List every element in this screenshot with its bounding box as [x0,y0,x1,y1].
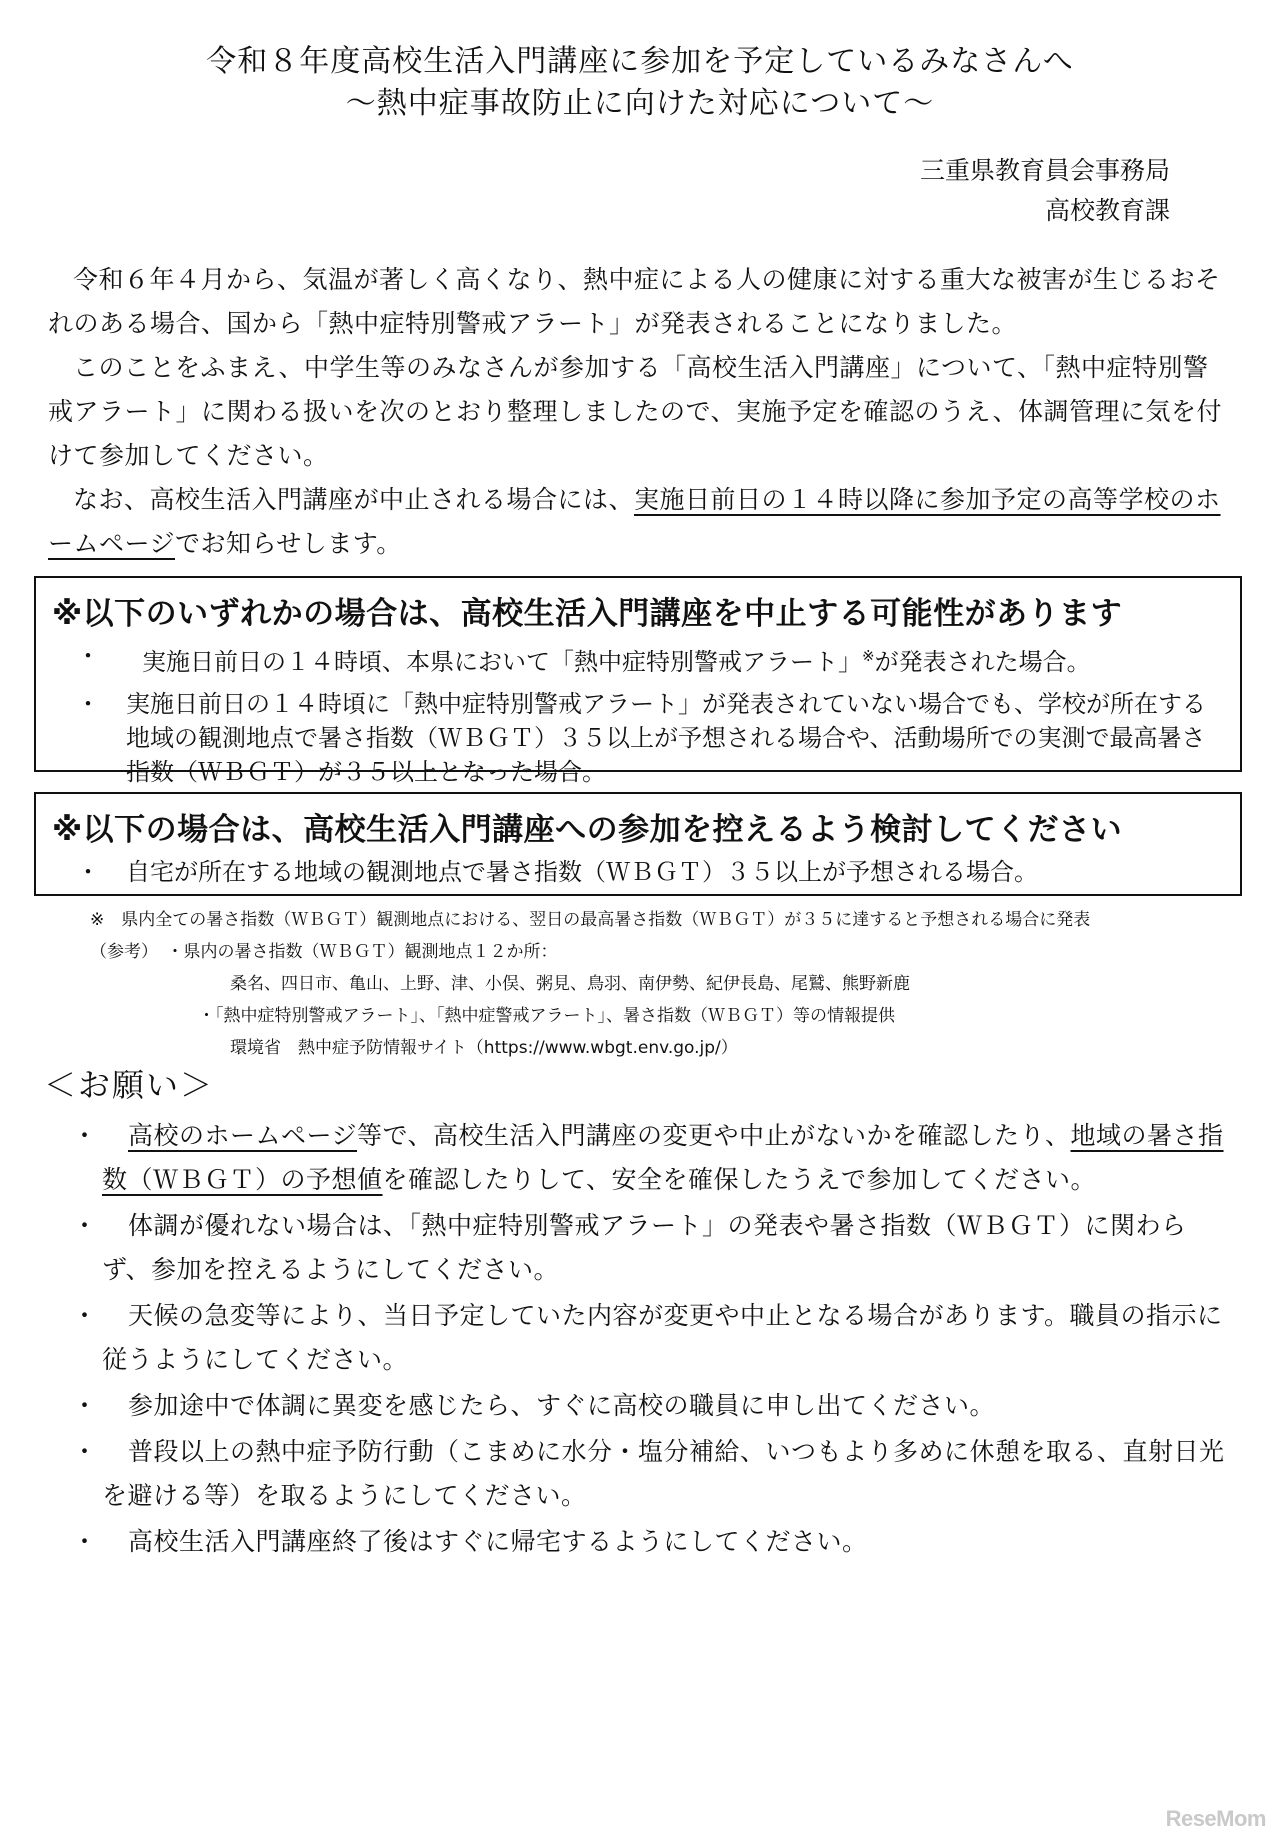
request-item [72,1384,1232,1428]
bullet-mark: ・ [72,1437,98,1466]
information-site: 環境省 熱中症予防情報サイト（https://www.wbgt.env.go.jp/） [230,1038,738,1058]
school-homepage-underlined: 高校のホームページ [128,1121,358,1150]
intro-paragraph-3-end: でお知らせします。 [175,529,402,558]
footnote-mark: ※ [862,647,875,665]
bullet-mark: ・ [72,1211,98,1240]
cancellation-conditions-box [34,576,1242,786]
request-item [72,1430,1232,1518]
issuer-division: 高校教育課 [1044,196,1170,225]
requests-list [72,1114,1232,1566]
request-text: 天候の急変等により、当日予定していた内容が変更や中止となる場合があります。職員の指示に従うようにしてください。 [102,1301,1223,1374]
cancellation-item [76,687,1220,789]
bullet-mark: ・ [72,1121,98,1150]
document-title: 令和８年度高校生活入門講座に参加を予定しているみなさんへ [206,44,1074,79]
cancellation-item-text: 実施日前日の１４時頃、本県において「熱中症特別警戒アラート」 [142,648,862,676]
intro-paragraph-1: 令和６年４月から、気温が著しく高くなり、熱中症による人の健康に対する重大な被害が生じるおそれのある場合、国から「熱中症特別警戒アラート」が発表されることになりました。 [48,265,1221,338]
observation-points: 桑名、四日市、亀山、上野、津、小俣、粥見、鳥羽、南伊勢、紀伊長島、尾鷲、熊野新鹿 [230,974,910,994]
bullet-mark: ・ [72,1391,98,1420]
homepage-notice-underlined: 実施日前日の１４時以降に参加予定の高等学校のホームページ [48,485,1221,558]
request-text-end: を確認したりして、安全を確保したうえで参加してください。 [382,1165,1097,1194]
bullet-mark: ・ [72,1527,98,1556]
request-item [72,1114,1232,1202]
requests-title: ＜お願い＞ [44,1066,215,1104]
footnotes [90,904,1210,1064]
request-text: 参加途中で体調に異変を感じたら、すぐに高校の職員に申し出てください。 [128,1391,996,1420]
refrain-heading: ※以下の場合は、高校生活入門講座への参加を控えるよう検討してください [52,812,1123,848]
footnote-alert-definition: ※ 県内全ての暑さ指数（ＷＢＧＴ）観測地点における、翌日の最高暑さ指数（ＷＢＧＴ）が３５に達すると予想される場合に発表 [90,910,1091,930]
intro-paragraph-3-text: なお、高校生活入門講座が中止される場合には、 [73,485,635,514]
resemom-logo: ReseMom [1165,1806,1266,1831]
reference-header: （参考） ・県内の暑さ指数（ＷＢＧＴ）観測地点１２か所： [90,942,558,962]
cancellation-item-text-end: が発表された場合。 [874,648,1091,676]
cancellation-item-text: 実施日前日の１４時頃に「熱中症特別警戒アラート」が発表されていない場合でも、学校が所在する地域の観測地点で暑さ指数（ＷＢＧＴ）３５以上が予想される場合や、活動場所での実測で最高暑さ指数（ＷＢＧＴ）が３５以上となった場合。 [126,690,1206,786]
request-item [72,1204,1232,1292]
request-text: 普段以上の熱中症予防行動（こまめに水分・塩分補給、いつもより多めに休憩を取る、直射日光を避ける等）を取るようにしてください。 [102,1437,1225,1510]
wbgt-forecast-underlined: 地域の暑さ指数（ＷＢＧＴ）の予想値 [102,1121,1224,1194]
request-item [72,1294,1232,1382]
intro-paragraph-2: このことをふまえ、中学生等のみなさんが参加する「高校生活入門講座」について、「熱中症特別警戒アラート」に関わる扱いを次のとおり整理しましたので、実施予定を確認のうえ、体調管理に気を付けて参加してください。 [48,353,1223,470]
bullet-mark: ・ [76,858,100,886]
intro-paragraph-3 [48,478,1228,566]
bullet-mark: ・ [76,690,100,718]
request-item [72,1520,1232,1564]
document-subtitle: ～熱中症事故防止に向けた対応について～ [345,86,935,121]
refrain-item [76,855,1220,889]
refrain-item-text: 自宅が所在する地域の観測地点で暑さ指数（ＷＢＧＴ）３５以上が予想される場合。 [126,858,1038,886]
issuer-organization: 三重県教育員会事務局 [919,156,1170,185]
cancellation-heading: ※以下のいずれかの場合は、高校生活入門講座を中止する可能性があります [52,596,1123,632]
request-text: 等で、高校生活入門講座の変更や中止がないかを確認したり、 [357,1121,1071,1150]
request-text: 体調が優れない場合は、「熱中症特別警戒アラート」の発表や暑さ指数（ＷＢＧＴ）に関わらず、参加を控えるようにしてください。 [102,1211,1187,1284]
bullet-mark: ・ [76,642,100,670]
request-text: 高校生活入門講座終了後はすぐに帰宅するようにしてください。 [128,1527,868,1556]
cancellation-item [76,639,1220,679]
refrain-conditions-box [34,792,1242,896]
information-source-line: ・「熱中症特別警戒アラート」、「熱中症警戒アラート」、暑さ指数（ＷＢＧＴ）等の情報提供 [198,1006,895,1026]
intro-section [48,258,1228,566]
bullet-mark: ・ [72,1301,98,1330]
